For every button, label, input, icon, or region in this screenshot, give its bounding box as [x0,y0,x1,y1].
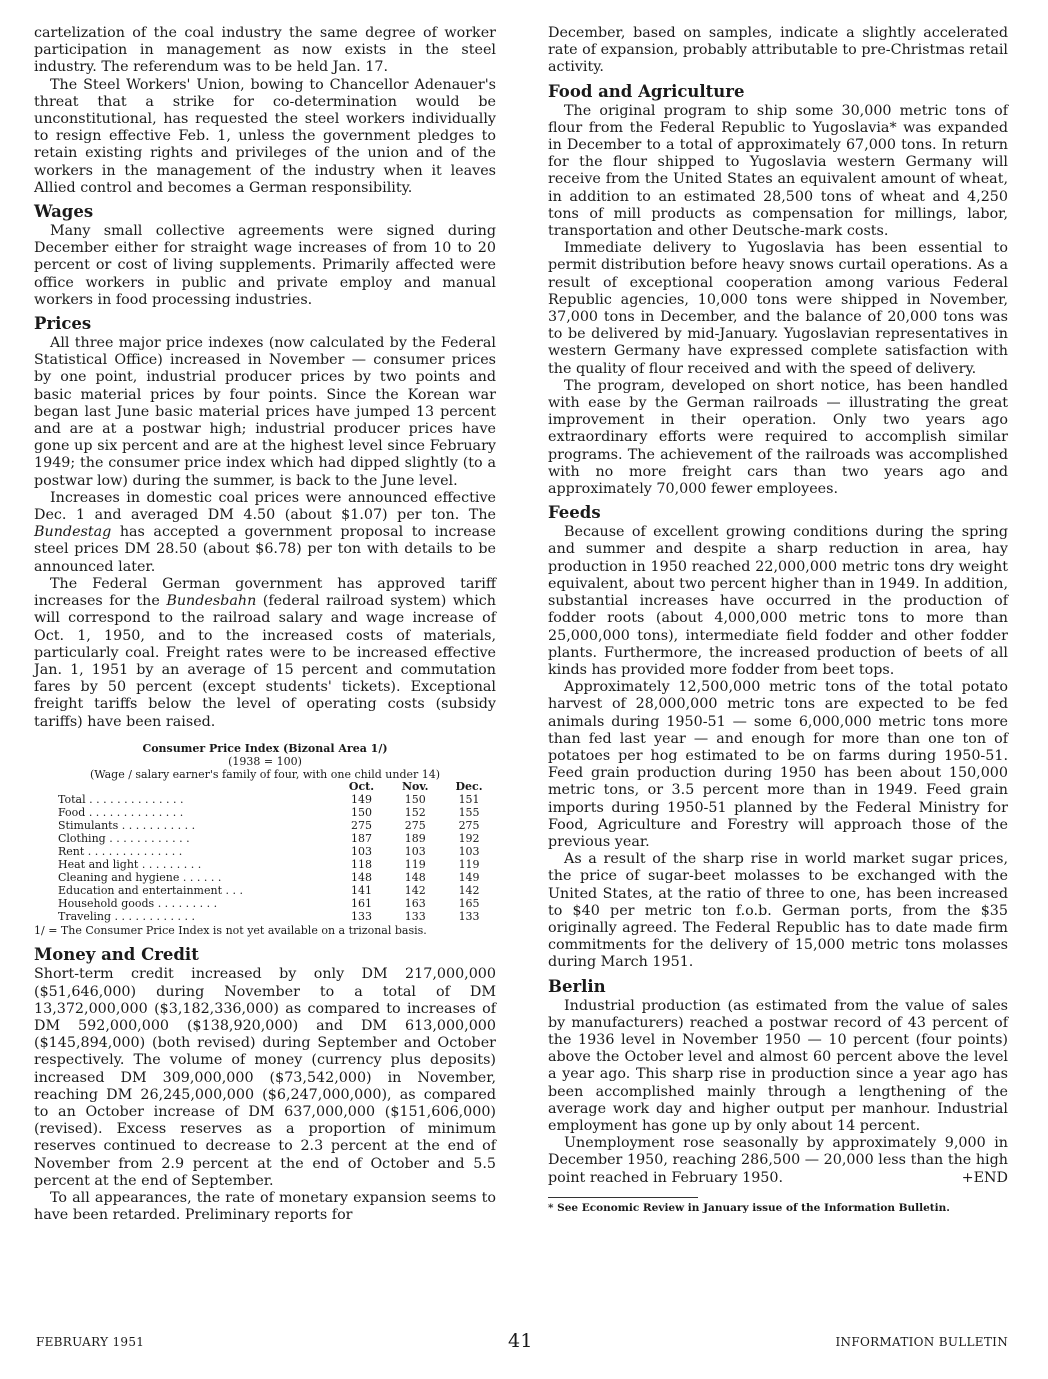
paragraph: Industrial production (as estimated from the value of sales by manufacturers) reached a postwar record of 43 percent of the 1936 level in November 1950 — 10 percent (four points) above the October level and almost 60 percent above the level a year ago. This sharp rise in production since a year ago has been accomplished mainly through a lengthening of the average work day and higher output per manhour. Industrial employment has gone up by only about 14 percent. [548,997,1008,1134]
cell-nov: 150 [404,793,426,807]
left-column [34,25,496,1224]
paragraph: Approximately 12,500,000 metric tons of the total potato harvest of 28,000,000 metric tons are expected to be fed animals during 1950-51 — some 6,000,000 metric tons more than fed last year — and enough for more than one ton of potatoes per hog estimated to be on farms during 1950-51. Feed grain production during 1950 has been about 150,000 metric tons, or 3.5 percent more than in 1949. Feed grain imports during 1950-51 planned by the Federal Ministry for Food, Agriculture and Forestry will approach those of the previous year. [548,679,1008,850]
row-label: Household goods . . . . . . . . . [58,897,218,910]
row-label: Cleaning and hygiene . . . . . . [58,871,222,884]
cell-oct: 161 [350,896,372,910]
cell-oct: 187 [350,832,372,846]
right-column [548,25,1008,1214]
cell-nov: 163 [404,896,426,910]
table-row [58,859,496,872]
text-run: The Federal German government has approved tariff increases for the [34,575,496,610]
page-number: 41 [508,1330,533,1352]
italic-term: Bundesbahn [166,593,257,610]
column-header-label [58,781,335,794]
row-label: Education and entertainment . . . [58,884,243,897]
column-header: Dec. [455,780,483,794]
cell-dec: 119 [458,857,480,871]
page-footnote: * See Economic Review in January issue of the Information Bulletin. [548,1201,950,1214]
cell-oct: 103 [350,844,372,858]
cell-dec: 165 [458,896,480,910]
table-row [58,911,496,924]
section-heading-money-credit: Money and Credit [34,945,199,965]
cell-oct: 148 [350,870,372,884]
cell-nov: 189 [404,832,426,846]
footer-date: FEBRUARY 1951 [36,1335,145,1349]
row-label: Rent . . . . . . . . . . . . . . [58,845,183,858]
table-row [58,820,496,833]
column-header: Nov. [401,780,429,794]
table-row [58,794,496,807]
section-heading-food-agriculture: Food and Agriculture [548,81,745,101]
paragraph: The program, developed on short notice, has been handled with ease by the German railroads — illustrating the great improvement in their operation. Only two years ago extraordinary efforts were required to accomplish similar programs. The achievement of the railroads was accomplished with no more freight cars than two years ago and approximately 70,000 fewer employees. [548,377,1008,498]
table-row [58,885,496,898]
paragraph [548,1135,1008,1187]
table-header-row [58,781,496,794]
table-row [58,807,496,820]
footnote-divider [548,1197,698,1198]
paragraph: cartelization of the coal industry the same degree of worker participation in management as now exists in the steel industry. The referendum was to be held Jan. 17. [34,25,496,76]
cell-nov: 148 [404,870,426,884]
cell-dec: 149 [458,870,480,884]
paragraph: Short-term credit increased by only DM 217,000,000 ($51,646,000) during November to a total of DM 13,372,000,000 ($3,182,336,000) as compared to increases of DM 592,000,000 ($138,920,000) and DM 613,000,000 ($145,894,000) (both revised) during September and October respectively. The volume of money (currency plus deposits) increased DM 309,000,000 ($73,542,000) in November, reaching DM 26,245,000,000 ($6,247,000,000), as compared to an October increase of DM 637,000,000 ($151,606,000) (revised). Excess reserves as a proportion of minimum reserves continued to decrease to 2.3 percent at the end of November from 2.9 percent at the end of October and 5.5 percent at the end of September. [34,966,496,1189]
column-header: Oct. [348,780,375,794]
paragraph: Because of excellent growing conditions during the spring and summer and despite a sharp reduction in area, hay production in 1950 reached 22,000,000 metric tons dry weight equivalent, about two percent higher than in 1949. In addition, substantial increases have occurred in the production of fodder roots (about 4,000,000 metric tons to more than 25,000,000 tons), intermediate field fodder and other fodder plants. Furthermore, the increased production of beets of all kinds has provided more fodder from beet tops. [548,524,1008,678]
cell-dec: 192 [458,832,480,846]
table-row [58,898,496,911]
cell-dec: 142 [458,883,480,897]
cell-dec: 275 [458,819,480,833]
table-row [58,872,496,885]
row-label: Traveling . . . . . . . . . . . . [58,910,195,923]
cell-nov: 152 [404,806,426,820]
row-label: Stimulants . . . . . . . . . . . [58,820,196,833]
paragraph: All three major price indexes (now calculated by the Federal Statistical Office) increased in November — consumer prices by one point, industrial producer prices by two points and basic material prices by four points. Since the Korean war began last June basic material prices have jumped 13 percent and are at a postwar high; industrial producer prices have gone up six percent and are at the highest level since February 1949; the consumer price index which had dipped slightly (to a postwar low) during the summer, is back to the June level. [34,335,496,489]
cell-oct: 149 [350,793,372,807]
text-run: (federal railroad system) which will correspond to the railroad salary and wage increase of Oct. 1, 1950, and to the increased costs of materials, particularly coal. Freight rates were to be increased effective Jan. 1, 1951 by an average of 15 percent and commutation fares by 50 percent (except students' tickets). Exceptional freight tariffs below the level of operating costs (subsidy tariffs) have been raised. [34,593,496,730]
end-mark: +END [961,1169,1008,1186]
cpi-table-block [34,743,496,939]
cell-oct: 141 [350,883,372,897]
paragraph: Many small collective agreements were signed during December either for straight wage increases of from 10 to 20 percent or cost of living supplements. Primarily affected were office workers in public and private employ and manual workers in food processing industries. [34,223,496,308]
text-run: has accepted a government proposal to increase steel prices DM 28.50 (about $6.78) per ton with details to be announced later. [34,524,496,575]
cell-nov: 119 [404,857,426,871]
cell-dec: 155 [458,806,480,820]
cell-nov: 142 [404,883,426,897]
cell-nov: 275 [404,819,426,833]
row-label: Heat and light . . . . . . . . . [58,858,202,871]
table-row [58,846,496,859]
cell-nov: 103 [404,844,426,858]
cell-nov: 133 [404,909,426,923]
cell-dec: 103 [458,844,480,858]
section-heading-prices: Prices [34,314,92,334]
row-label: Clothing . . . . . . . . . . . . [58,833,190,846]
table-base: (1938 = 100) [228,754,302,768]
cell-oct: 133 [350,909,372,923]
section-heading-wages: Wages [34,202,94,222]
paragraph [34,576,496,731]
italic-term: Bundestag [34,524,112,541]
cell-dec: 133 [458,909,480,923]
paragraph [34,490,496,576]
cell-oct: 275 [350,819,372,833]
paragraph: Immediate delivery to Yugoslavia has been essential to permit distribution before heavy snows curtail operations. As a result of exceptional cooperation among various Federal Republic agencies, 10,000 tons were shipped in November, 37,000 tons in December, and the balance of 20,000 tons was to be delivered by mid-January. Yugoslavian representatives in western Germany have expressed complete satisfaction with the quality of flour received and with the speed of delivery. [548,240,1008,377]
table-footnote: 1/ = The Consumer Price Index is not yet available on a trizonal basis. [34,924,427,938]
paragraph: December, based on samples, indicate a slightly accelerated rate of expansion, probably attributable to pre-Christmas retail activity. [548,25,1008,76]
section-heading-feeds: Feeds [548,503,601,523]
section-heading-berlin: Berlin [548,976,606,996]
table-row [58,833,496,846]
cpi-table [58,781,496,923]
table-title: Consumer Price Index (Bizonal Area 1/) [142,741,388,755]
paragraph: To all appearances, the rate of monetary expansion seems to have been retarded. Preliminary reports for [34,1189,496,1224]
text-run: Unemployment rose seasonally by approximately 9,000 in December 1950, reaching 286,500 — 20,000 less than the high point reached in February 1950. [548,1135,1008,1186]
text-run: Increases in domestic coal prices were announced effective Dec. 1 and averaged DM 4.50 (about $1.07) per ton. The [34,489,496,524]
table-description: (Wage / salary earner's family of four, with one child under 14) [89,767,441,781]
cell-oct: 150 [350,806,372,820]
paragraph: As a result of the sharp rise in world market sugar prices, the price of sugar-beet molasses to be exchanged with the United States, at the ratio of three to one, has been increased to $40 per metric ton f.o.b. German ports, from the $35 originally agreed. The Federal Republic has to date made firm commitments for the delivery of 15,000 metric tons molasses during March 1951. [548,851,1008,971]
row-label: Total . . . . . . . . . . . . . . [58,794,184,807]
cell-dec: 151 [458,793,480,807]
row-label: Food . . . . . . . . . . . . . . [58,807,184,820]
paragraph: The Steel Workers' Union, bowing to Chancellor Adenauer's threat that a strike for co-determination would be unconstitutional, has requested the steel workers individually to resign effective Feb. 1, unless the government pledges to retain existing rights and privileges of the union and of the workers in the management of the industry when it leaves Allied control and becomes a German responsibility. [34,76,496,196]
paragraph: The original program to ship some 30,000 metric tons of flour from the Federal Republic to Yugoslavia* was expanded in December to a total of approximately 67,000 tons. In return for the flour shipped to Yugoslavia western Germany will receive from the United States an equivalent amount of wheat, in addition to an estimated 28,500 tons of wheat and 4,250 tons of mill products as compensation for millings, labor, transportation and other Deutsche-mark costs. [548,102,1008,240]
cell-oct: 118 [350,857,372,871]
footer-publication: INFORMATION BULLETIN [835,1335,1008,1349]
